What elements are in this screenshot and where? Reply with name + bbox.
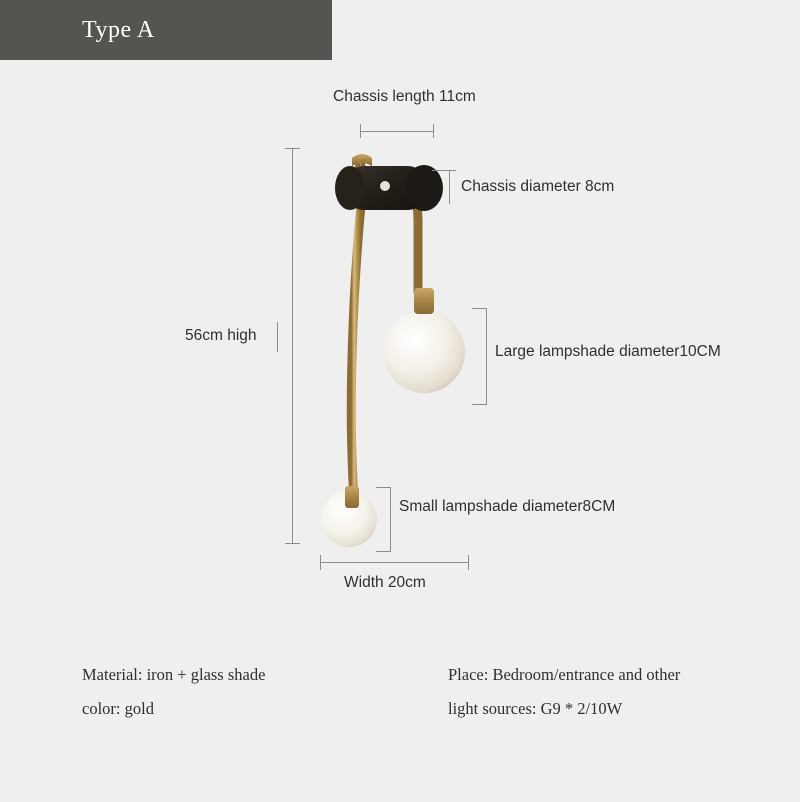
height-tick-top	[285, 148, 300, 149]
spec-place: Place: Bedroom/entrance and other	[448, 665, 681, 684]
large-shade-label: Large lampshade diameter10CM	[495, 343, 721, 360]
spec-material: Material: iron + glass shade	[82, 665, 266, 684]
width-tick-right	[468, 555, 469, 570]
large-shade-tick-top	[472, 308, 487, 309]
chassis-diameter-tick	[449, 170, 450, 204]
chassis-length-dim-line	[360, 131, 433, 132]
small-shade-tick-bottom	[376, 551, 391, 552]
large-shade-tick-bottom	[472, 404, 487, 405]
chassis-length-tick-right	[433, 124, 434, 138]
type-banner	[0, 0, 332, 60]
spec-right-column	[448, 658, 680, 726]
width-dim-line	[320, 562, 469, 563]
height-tick-bottom	[285, 543, 300, 544]
height-label-tick	[277, 322, 278, 352]
height-dim-line	[292, 148, 293, 544]
chassis-length-label: Chassis length 11cm	[333, 88, 476, 105]
width-tick-left	[320, 555, 321, 570]
width-label: Width 20cm	[344, 574, 426, 591]
type-banner-label: Type A	[82, 16, 155, 43]
chassis-diameter-label: Chassis diameter 8cm	[461, 178, 615, 195]
spec-color: color: gold	[82, 699, 154, 718]
spec-left-column	[82, 658, 265, 726]
small-shade-tick-top	[376, 487, 391, 488]
chassis-diameter-leader	[432, 170, 456, 171]
chassis-length-tick-left	[360, 124, 361, 138]
small-shade-dim-line	[390, 487, 391, 551]
large-shade-dim-line	[486, 308, 487, 404]
height-label: 56cm high	[185, 327, 257, 344]
spec-light-sources: light sources: G9 * 2/10W	[448, 699, 623, 718]
small-shade-label: Small lampshade diameter8CM	[399, 498, 616, 515]
